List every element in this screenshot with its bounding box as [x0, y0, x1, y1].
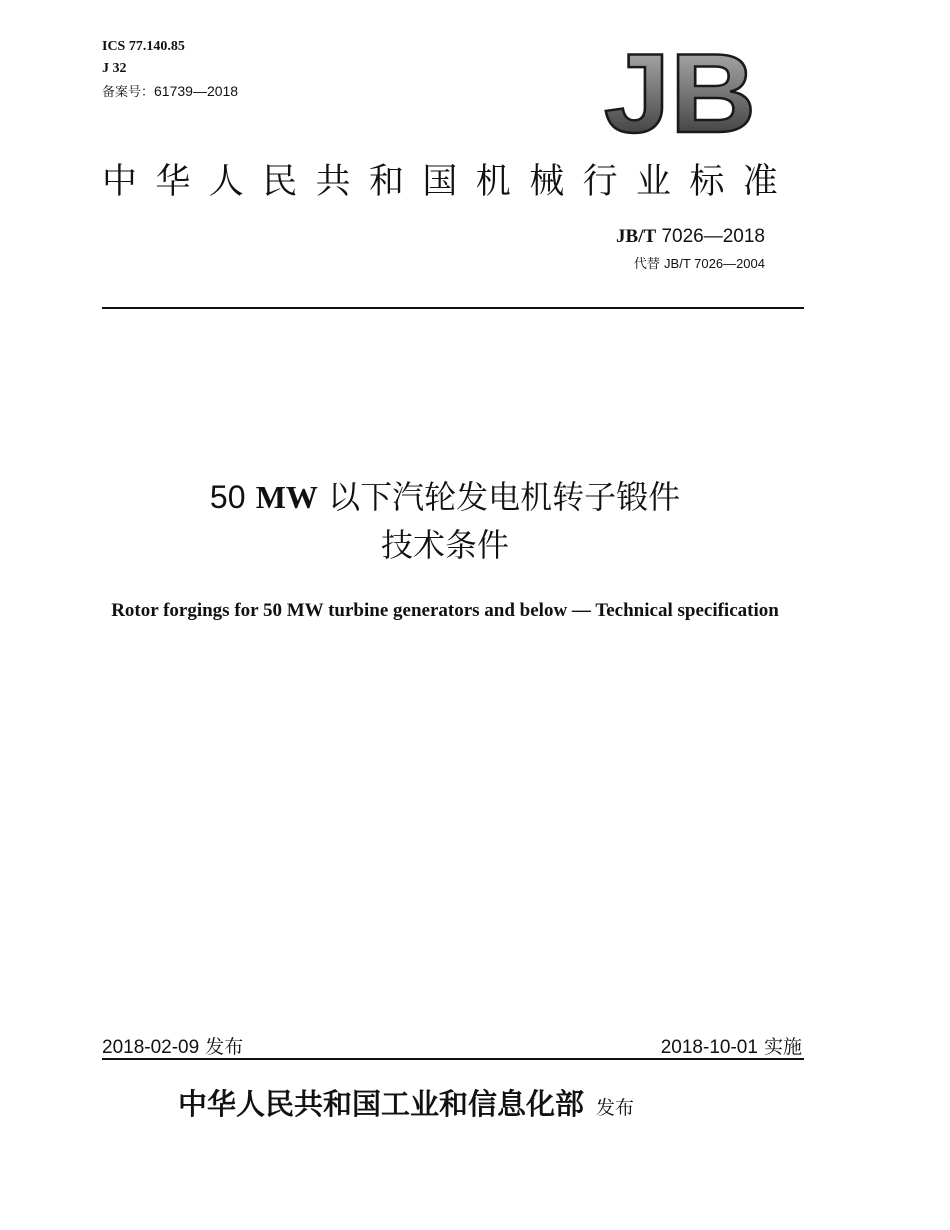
english-title: Rotor forgings for 50 MW turbine generators and below — Technical specification	[111, 600, 779, 621]
standard-number	[616, 226, 765, 248]
chinese-title-line2: 技术条件	[380, 526, 509, 564]
implementation-date	[661, 1032, 802, 1059]
header-meta	[102, 36, 238, 104]
record-value: 61739—2018	[154, 83, 239, 99]
issuer	[178, 1082, 634, 1123]
jb-logo-icon	[600, 34, 765, 142]
impl-date-value: 2018-10-01	[660, 1037, 758, 1058]
title-rest: 以下汽轮发电机转子锻件	[328, 478, 681, 516]
replaces-label: 代替	[633, 257, 660, 272]
record-number	[102, 80, 238, 104]
title-mw: MW	[255, 479, 318, 515]
replaces-value: JB/T 7026—2004	[664, 256, 765, 271]
title-prefix: 50	[209, 479, 246, 515]
issue-date-value: 2018-02-09	[102, 1037, 200, 1058]
standard-num: 7026—2018	[661, 226, 765, 247]
chinese-title-line1	[0, 472, 890, 518]
ics-code: ICS 77.140.85	[102, 39, 185, 54]
issue-date-label: 发布	[205, 1036, 244, 1058]
bottom-divider	[102, 1058, 804, 1060]
issuer-action: 发布	[596, 1097, 635, 1119]
national-standard-title: 中华人民共和国机械行业标准	[102, 162, 797, 202]
impl-date-label: 实施	[763, 1036, 802, 1058]
replaces-standard	[634, 253, 765, 272]
top-divider	[102, 307, 804, 309]
standard-code: JB/T	[616, 226, 657, 247]
jb-logo	[600, 34, 765, 142]
logo-text: JB	[604, 34, 756, 142]
issue-date	[102, 1032, 243, 1059]
issuer-name: 中华人民共和国工业和信息化部	[178, 1087, 585, 1121]
record-label: 备案号：	[102, 85, 155, 100]
ccs-code: J 32	[102, 61, 127, 76]
